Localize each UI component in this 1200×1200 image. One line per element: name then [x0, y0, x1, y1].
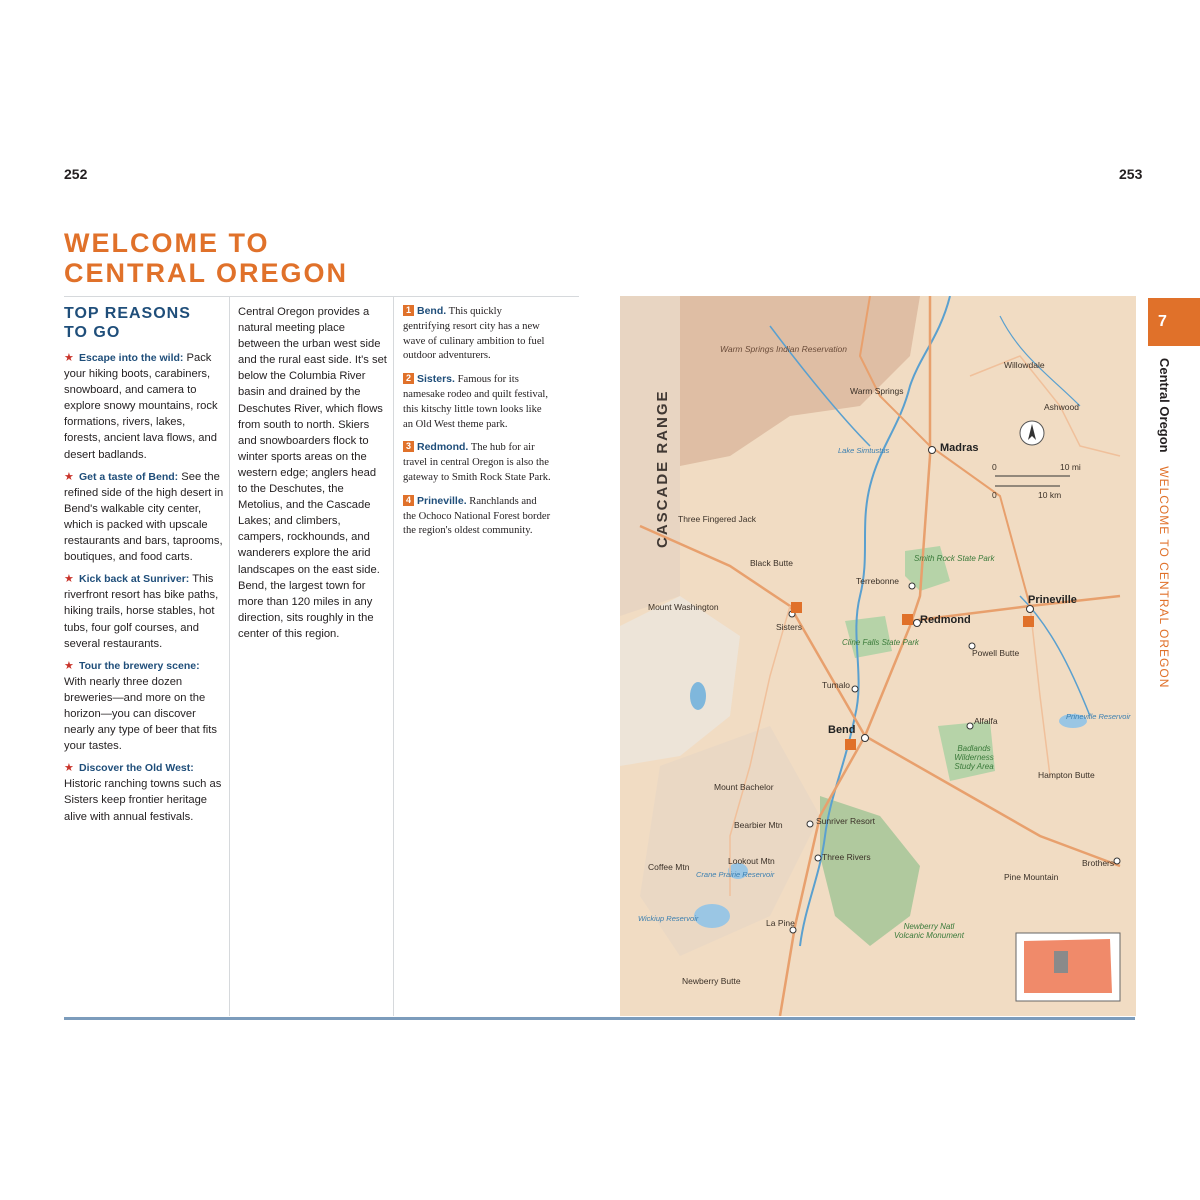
map-label-bearbier-mtn: Bearbier Mtn [734, 820, 783, 830]
column-divider-2 [393, 296, 394, 1016]
map-label-brothers: Brothers [1082, 858, 1115, 868]
map-label-powell-butte: Powell Butte [972, 648, 1020, 658]
map-label-willowdale: Willowdale [1004, 360, 1045, 370]
map-label-terrebonne: Terrebonne [856, 576, 900, 586]
town-name: Sisters. [417, 373, 455, 386]
map-label-reservation: Warm Springs Indian Reservation [720, 344, 847, 354]
town-description: Ranchlands and the Ochoco National Forest border the region's oldest community. [403, 495, 551, 537]
page-number-right: 253 [1119, 166, 1143, 182]
town-description: Famous for its namesake rodeo and quilt festival, this kitschy little town looks like an Old West theme park. [403, 374, 549, 430]
map-label-lookout-mtn: Lookout Mtn [728, 856, 775, 866]
star-icon: ★ [64, 352, 74, 364]
map-point-prineville [1027, 606, 1034, 613]
map-label-mt-bachelor: Mount Bachelor [714, 782, 774, 792]
map-point-sunriver [807, 821, 813, 827]
star-icon: ★ [64, 470, 74, 483]
top-reasons-heading-line-1: TOP REASONS [64, 305, 191, 322]
page-title-line-1: WELCOME TO [64, 228, 270, 258]
map-lake-1 [690, 682, 706, 710]
scale-zero-km: 0 [992, 490, 997, 500]
map-label-three-rivers: Three Rivers [822, 852, 871, 862]
map-label-redmond: Redmond [920, 614, 971, 626]
map-label-coffee-mtn: Coffee Mtn [648, 862, 690, 872]
map-label-tumalo: Tumalo [822, 680, 851, 690]
map-label-pine-mountain: Pine Mountain [1004, 872, 1059, 882]
reason-head: Get a taste of Bend: [78, 470, 179, 483]
town-number-badge: 1 [403, 305, 414, 316]
map-label-prineville: Prineville [1028, 594, 1077, 606]
reason-head: Kick back at Sunriver: [78, 573, 190, 586]
map-lake-wickiup [694, 904, 730, 928]
scale-label-km: 10 km [1038, 490, 1062, 500]
map-label-warm-springs: Warm Springs [850, 386, 904, 396]
map-label-alfalfa: Alfalfa [974, 716, 998, 726]
top-reasons-heading-line-2: TO GO [64, 324, 121, 341]
reason-body: Historic ranching towns such as Sisters keep frontier heritage alive with annual festivals. [64, 778, 222, 823]
top-reasons-column [64, 304, 224, 831]
map-marker-bend [845, 739, 856, 750]
towns-column [403, 304, 551, 547]
map-label-sunriver: Sunriver Resort [816, 816, 876, 826]
map-marker-prineville [1023, 616, 1034, 627]
chapter-name: Central Oregon [1157, 358, 1172, 453]
chapter-tab: 7 [1148, 298, 1200, 346]
map-terrain-cascades [620, 296, 680, 616]
town-number-badge: 4 [403, 495, 414, 506]
map-point-terrebonne [909, 583, 915, 589]
map-label-badlands: Badlands Wilderness Study Area [954, 744, 994, 771]
map-label-lake-simtustus: Lake Simtustus [838, 446, 890, 455]
map-label-la-pine: La Pine [766, 918, 795, 928]
town-number-badge: 3 [403, 441, 414, 452]
chapter-section: WELCOME TO CENTRAL OREGON [1157, 466, 1171, 689]
reason-item [64, 571, 224, 651]
town-item [403, 304, 551, 364]
map-label-newberry: Newberry Natl Volcanic Monument [894, 922, 964, 940]
map-label-bend: Bend [828, 724, 856, 736]
star-icon: ★ [64, 573, 74, 586]
map-point-tumalo [852, 686, 858, 692]
map-point-madras [929, 447, 936, 454]
map-marker-sisters [791, 602, 802, 613]
reason-item [64, 469, 224, 566]
reason-head: Discover the Old West: [78, 762, 194, 775]
scale-zero-mi: 0 [992, 462, 997, 472]
region-map [620, 296, 1136, 1016]
page-title-line-2: CENTRAL OREGON [64, 258, 349, 288]
town-name: Redmond. [417, 441, 469, 454]
town-item [403, 372, 551, 432]
reason-head: Tour the brewery scene: [78, 659, 200, 672]
map-point-three-rivers [815, 855, 821, 861]
town-name: Bend. [417, 305, 447, 317]
inset-map-region [1054, 951, 1068, 973]
map-label-cascade-range: CASCADE RANGE [654, 389, 671, 548]
map-label-ashwood: Ashwood [1044, 402, 1079, 412]
town-description: The hub for air travel in central Oregon is also the gateway to Smith Rock State Park. [403, 442, 551, 483]
map-label-three-fingered-jack: Three Fingered Jack [678, 514, 756, 524]
town-item [403, 494, 551, 539]
chapter-side-label [1150, 358, 1174, 689]
star-icon: ★ [64, 659, 74, 672]
bottom-rule [64, 1017, 1135, 1020]
map-point-bend [862, 735, 869, 742]
map-label-black-butte: Black Butte [750, 558, 793, 568]
town-name: Prineville. [417, 494, 467, 507]
map-label-madras: Madras [940, 442, 979, 454]
reason-item [64, 658, 224, 755]
town-description: This quickly gentrifying resort city has a new wave of culinary ambition to fuel outdoor adventurers. [403, 306, 545, 362]
column-divider-1 [229, 296, 230, 1016]
reason-body: See the refined side of the high desert in Bend's walkable city center, which is packed with upscale restaurants and bars, taprooms, boutiques, and food carts. [64, 470, 224, 564]
intro-paragraph: Central Oregon provides a natural meeting place between the urban west side and the rural east side. It's set below the Columbia River basin and drained by the Deschutes River, which flows from south to north. Skiers and snowboarders flock to winter sports areas on the western edge; anglers head to the Deschutes, the Metolius, and the Cascade Lakes; and climbers, campers, rockhounds, and wanderers explore the arid landscapes on the east side. Bend, the largest town for more than 120 miles in any direction, sits roughly in the center of this region. [238, 306, 387, 640]
map-label-hampton-butte: Hampton Butte [1038, 770, 1095, 780]
map-label-wickiup: Wickiup Reservoir [638, 914, 699, 923]
top-reasons-heading [64, 304, 224, 342]
map-label-newberry-butte: Newberry Butte [682, 976, 741, 986]
town-number-badge: 2 [403, 373, 414, 384]
map-label-cline-falls: Cline Falls State Park [842, 638, 919, 647]
map-label-smith-rock: Smith Rock State Park [914, 554, 995, 563]
reason-body: With nearly three dozen breweries—and more on the horizon—you can discover nearly any type of beer that fits your tastes. [64, 675, 217, 753]
town-item [403, 440, 551, 485]
map-label-mt-washington: Mount Washington [648, 602, 719, 612]
scale-label-mi: 10 mi [1060, 462, 1081, 472]
reason-body: Pack your hiking boots, carabiners, snowboard, and camera to explore snowy mountains, rock formations, rivers, lakes, forests, ancient lava flows, and desert badlands. [64, 352, 218, 461]
map-label-prineville-res: Prineville Reservoir [1066, 712, 1131, 721]
reason-item [64, 760, 224, 824]
reason-head: Escape into the wild: [78, 352, 184, 364]
reason-body: This riverfront resort has bike paths, hiking trails, horse stables, hot tubs, four golf courses, and several restaurants. [64, 573, 219, 650]
map-label-crane-prairie: Crane Prairie Reservoir [696, 870, 775, 879]
reason-item [64, 350, 224, 463]
map-label-sisters: Sisters [776, 622, 802, 632]
star-icon: ★ [64, 762, 74, 775]
page-number-left: 252 [64, 166, 88, 182]
map-point-alfalfa [967, 723, 973, 729]
map-marker-redmond [902, 614, 913, 625]
top-rule [64, 296, 579, 297]
page-title [64, 228, 424, 288]
map-point-brothers [1114, 858, 1120, 864]
